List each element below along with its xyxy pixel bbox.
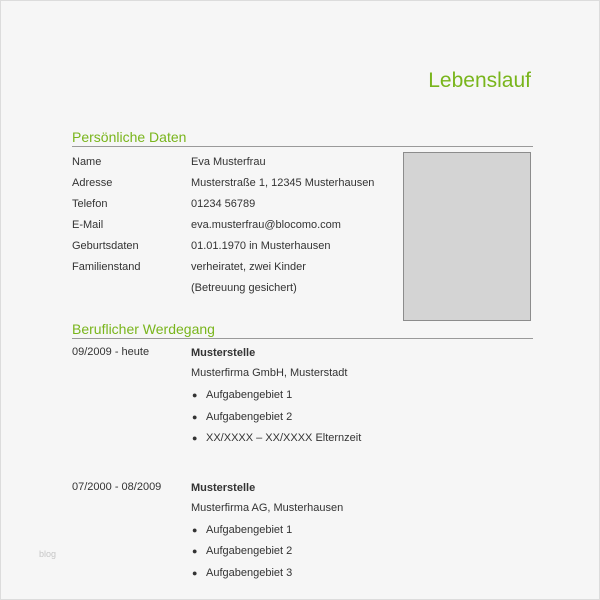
row-label: Adresse: [72, 177, 113, 189]
job-position: Musterstelle: [191, 481, 256, 494]
document-title: Lebenslauf: [428, 69, 531, 92]
row-value: 01.01.1970 in Musterhausen: [191, 240, 331, 252]
job-period: 09/2009 - heute: [72, 346, 150, 358]
row-label: Familienstand: [72, 261, 141, 273]
row-value: (Betreuung gesichert): [191, 282, 297, 294]
list-item: [191, 544, 533, 566]
job-entry: [72, 346, 533, 453]
task-text: Aufgabengebiet 1: [206, 523, 293, 536]
bullet-icon: ●: [192, 546, 198, 556]
job-period: 07/2000 - 08/2009: [72, 480, 162, 493]
list-item: [191, 410, 533, 432]
job-company: Musterfirma GmbH, Musterstadt: [191, 367, 348, 379]
bullet-icon: ●: [192, 433, 198, 443]
list-item: [191, 566, 533, 588]
photo-placeholder: [403, 152, 531, 321]
watermark: blog: [39, 549, 57, 559]
task-text: Aufgabengebiet 1: [206, 389, 293, 401]
row-value: 01234 56789: [191, 198, 256, 210]
task-text: Aufgabengebiet 3: [206, 566, 293, 579]
section-heading-career: Beruflicher Werdegang: [72, 321, 533, 339]
row-value: verheiratet, zwei Kinder: [191, 261, 306, 273]
bullet-icon: ●: [192, 411, 198, 422]
job-entry: [72, 481, 533, 588]
bullet-icon: ●: [192, 567, 198, 578]
section-heading-personal: Persönliche Daten: [72, 129, 533, 147]
row-label: Geburtsdaten: [72, 240, 139, 252]
list-item: [191, 431, 533, 453]
bullet-icon: ●: [192, 524, 198, 535]
bullet-icon: ●: [192, 390, 198, 400]
row-label: E-Mail: [72, 219, 104, 231]
job-company: Musterfirma AG, Musterhausen: [191, 501, 344, 514]
career-section: [72, 321, 533, 587]
job-position: Musterstelle: [191, 347, 256, 359]
row-value: Musterstraße 1, 12345 Musterhausen: [191, 177, 375, 189]
row-label: Telefon: [72, 198, 108, 210]
list-item: [191, 523, 533, 545]
row-value: Eva Musterfrau: [191, 156, 266, 168]
task-list: [191, 523, 533, 588]
task-text: XX/XXXX – XX/XXXX Elternzeit: [206, 432, 362, 444]
row-value: eva.musterfrau@blocomo.com: [191, 219, 341, 231]
task-text: Aufgabengebiet 2: [206, 410, 293, 423]
row-label: Name: [72, 156, 102, 168]
task-text: Aufgabengebiet 2: [206, 545, 293, 557]
list-item: [191, 388, 533, 410]
task-list: [191, 388, 533, 453]
